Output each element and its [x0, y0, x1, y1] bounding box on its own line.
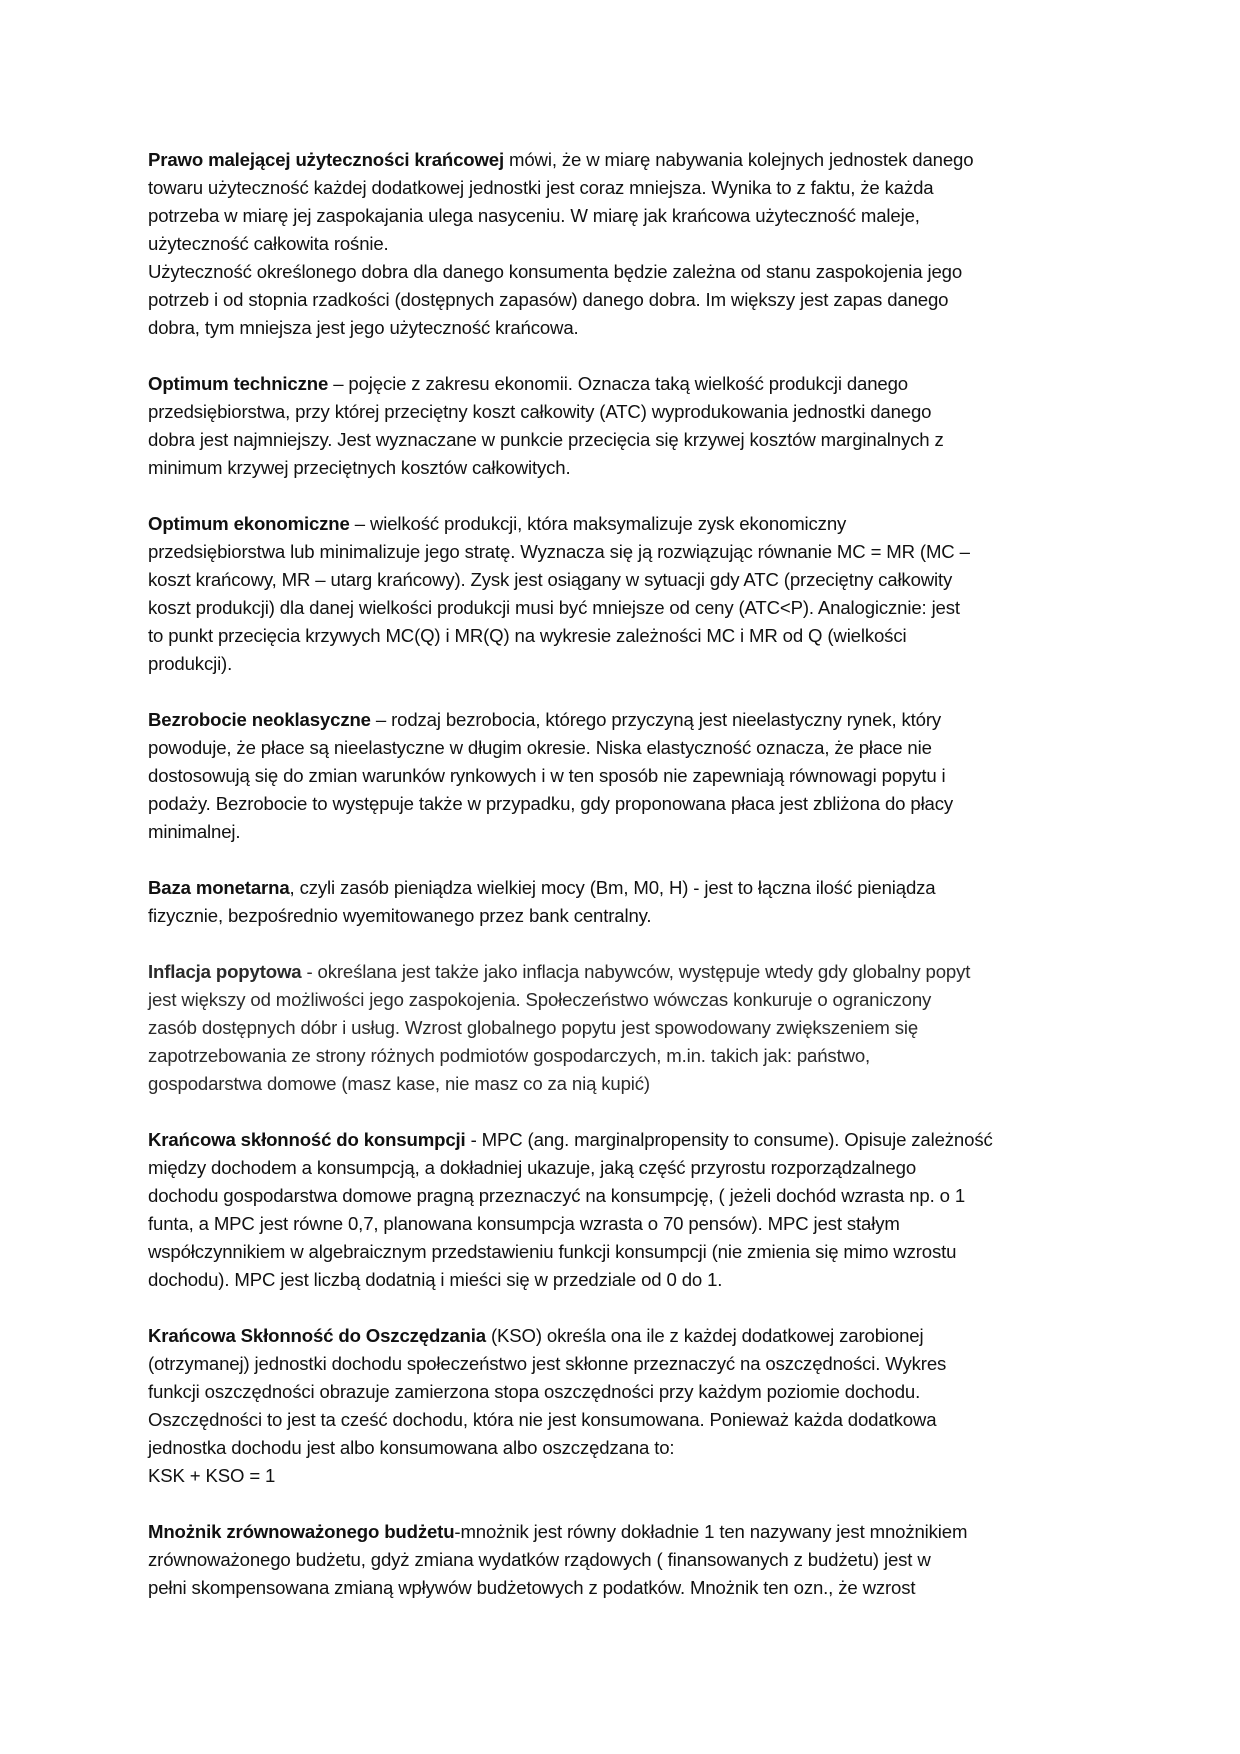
paragraph-line: między dochodem a konsumpcją, a dokładniej ukazuje, jaką część przyrostu rozporządzalnego: [148, 1157, 917, 1178]
paragraph-line: minimum krzywej przeciętnych kosztów całkowitych.: [148, 457, 571, 478]
paragraph-line: współczynnikiem w algebraicznym przedstawieniu funkcji konsumpcji (nie zmienia się mimo wzrostu: [148, 1241, 957, 1262]
paragraph-first-line: [148, 958, 1100, 986]
paragraph-first-line: [148, 510, 1100, 538]
paragraph-line: zapotrzebowania ze strony różnych podmiotów gospodarczych, m.in. takich jak: państwo,: [148, 1045, 871, 1066]
paragraph-line: dobra, tym mniejsza jest jego użyteczność krańcowa.: [148, 317, 579, 338]
paragraph-line: Oszczędności to jest ta cześć dochodu, która nie jest konsumowana. Ponieważ każda dodatkowa: [148, 1409, 937, 1430]
paragraph-line: koszt produkcji) dla danej wielkości produkcji musi być mniejsze od ceny (ATC<P). Analogicznie: jest: [148, 597, 960, 618]
paragraph-bezrobocie-neoklasyczne: [148, 706, 1100, 846]
term-heading: Mnożnik zrównoważonego budżetu: [148, 1521, 455, 1542]
paragraph-first-line: [148, 146, 1100, 174]
paragraph-text: – rodzaj bezrobocia, którego przyczyną jest nieelastyczny rynek, który: [370, 709, 942, 730]
paragraph-optimum-techniczne: [148, 370, 1100, 482]
paragraph-line: dobra jest najmniejszy. Jest wyznaczane w punkcie przecięcia się krzywej kosztów marginalnych z: [148, 429, 944, 450]
term-heading: Baza monetarna: [148, 877, 290, 898]
paragraph-line: Użyteczność określonego dobra dla danego konsumenta będzie zależna od stanu zaspokojenia jego: [148, 261, 963, 282]
paragraph-line: jednostka dochodu jest albo konsumowana albo oszczędzana to:: [148, 1437, 675, 1458]
paragraph-first-line: [148, 1518, 1100, 1546]
paragraph-first-line: [148, 1322, 1100, 1350]
paragraph-line: zasób dostępnych dóbr i usług. Wzrost globalnego popytu jest spowodowany zwiększeniem się: [148, 1017, 919, 1038]
paragraph-first-line: [148, 370, 1100, 398]
term-heading: Optimum techniczne: [148, 373, 329, 394]
paragraph-text: - określana jest także jako inflacja nabywców, występuje wtedy gdy globalny popyt: [301, 961, 971, 982]
paragraph-line: fizycznie, bezpośrednio wyemitowanego przez bank centralny.: [148, 905, 652, 926]
paragraph-line: powoduje, że płace są nieelastyczne w długim okresie. Niska elastyczność oznacza, że płace nie: [148, 737, 932, 758]
paragraph-line: potrzeba w miarę jej zaspokajania ulega nasyceniu. W miarę jak krańcowa użyteczność maleje,: [148, 205, 920, 226]
term-heading: Bezrobocie neoklasyczne: [148, 709, 371, 730]
paragraph-baza-monetarna: [148, 874, 1100, 930]
paragraph-line: przedsiębiorstwa, przy której przeciętny koszt całkowity (ATC) wyprodukowania jednostki danego: [148, 401, 932, 422]
paragraph-line: towaru użyteczność każdej dodatkowej jednostki jest coraz mniejsza. Wynika to z faktu, że każda: [148, 177, 934, 198]
paragraph-first-line: [148, 706, 1100, 734]
paragraph-line: przedsiębiorstwa lub minimalizuje jego stratę. Wyznacza się ją rozwiązując równanie MC = MR (MC –: [148, 541, 970, 562]
paragraph-line: produkcji).: [148, 653, 233, 674]
paragraph-line: koszt krańcowy, MR – utarg krańcowy). Zysk jest osiągany w sytuacji gdy ATC (przeciętny całkowity: [148, 569, 953, 590]
paragraph-inflacja-popytowa: [148, 958, 1100, 1098]
paragraph-line: funkcji oszczędności obrazuje zamierzona stopa oszczędności przy każdym poziomie dochodu.: [148, 1381, 921, 1402]
paragraph-line: to punkt przecięcia krzywych MC(Q) i MR(Q) na wykresie zależności MC i MR od Q (wielkości: [148, 625, 907, 646]
paragraph-text: – wielkość produkcji, która maksymalizuje zysk ekonomiczny: [349, 513, 847, 534]
paragraph-line: pełni skompensowana zmianą wpływów budżetowych z podatków. Mnożnik ten ozn., że wzrost: [148, 1577, 916, 1598]
paragraph-text: , czyli zasób pieniądza wielkiej mocy (Bm, M0, H) - jest to łączna ilość pieniądza: [289, 877, 936, 898]
paragraph-line: potrzeb i od stopnia rzadkości (dostępnych zapasów) danego dobra. Im większy jest zapas danego: [148, 289, 949, 310]
paragraph-prawo-malejacej-uzytecznosci: [148, 146, 1100, 342]
term-heading: Prawo malejącej użyteczności krańcowej: [148, 149, 505, 170]
paragraph-line: zrównoważonego budżetu, gdyż zmiana wydatków rządowych ( finansowanych z budżetu) jest w: [148, 1549, 931, 1570]
paragraph-line: minimalnej.: [148, 821, 241, 842]
paragraph-line: funta, a MPC jest równe 0,7, planowana konsumpcja wzrasta o 70 pensów). MPC jest stałym: [148, 1213, 900, 1234]
paragraph-text: (KSO) określa ona ile z każdej dodatkowej zarobionej: [485, 1325, 924, 1346]
paragraph-line: użyteczność całkowita rośnie.: [148, 233, 389, 254]
paragraph-line: dochodu gospodarstwa domowe pragną przeznaczyć na konsumpcję, ( jeżeli dochód wzrasta np. o 1: [148, 1185, 966, 1206]
paragraph-line: dochodu). MPC jest liczbą dodatnią i mieści się w przedziale od 0 do 1.: [148, 1269, 723, 1290]
paragraph-line: gospodarstwa domowe (masz kase, nie masz co za nią kupić): [148, 1073, 650, 1094]
paragraph-line: jest większy od możliwości jego zaspokojenia. Społeczeństwo wówczas konkuruje o ograniczony: [148, 989, 932, 1010]
term-heading: Inflacja popytowa: [148, 961, 302, 982]
paragraph-line: (otrzymanej) jednostki dochodu społeczeństwo jest skłonne przeznaczyć na oszczędności. Wykres: [148, 1353, 947, 1374]
paragraph-text: – pojęcie z zakresu ekonomii. Oznacza taką wielkość produkcji danego: [328, 373, 908, 394]
paragraph-krancowa-sklonnosc-do-oszczedzania: [148, 1322, 1100, 1490]
paragraph-text: mówi, że w miarę nabywania kolejnych jednostek danego: [504, 149, 974, 170]
paragraph-line: podaży. Bezrobocie to występuje także w przypadku, gdy proponowana płaca jest zbliżona do płacy: [148, 793, 954, 814]
paragraph-optimum-ekonomiczne: [148, 510, 1100, 678]
paragraph-first-line: [148, 1126, 1100, 1154]
paragraph-first-line: [148, 874, 1100, 902]
paragraph-text: -mnożnik jest równy dokładnie 1 ten nazywany jest mnożnikiem: [454, 1521, 968, 1542]
term-heading: Krańcowa Skłonność do Oszczędzania: [148, 1325, 486, 1346]
term-heading: Optimum ekonomiczne: [148, 513, 350, 534]
paragraph-text: - MPC (ang. marginalpropensity to consume). Opisuje zależność: [465, 1129, 993, 1150]
document-page: [148, 146, 1100, 1630]
term-heading: Krańcowa skłonność do konsumpcji: [148, 1129, 466, 1150]
paragraph-mnoznik-zrownowazonego-budzetu: [148, 1518, 1100, 1602]
formula-line: KSK + KSO = 1: [148, 1465, 276, 1486]
paragraph-line: dostosowują się do zmian warunków rynkowych i w ten sposób nie zapewniają równowagi popytu i: [148, 765, 946, 786]
paragraph-krancowa-sklonnosc-do-konsumpcji: [148, 1126, 1100, 1294]
